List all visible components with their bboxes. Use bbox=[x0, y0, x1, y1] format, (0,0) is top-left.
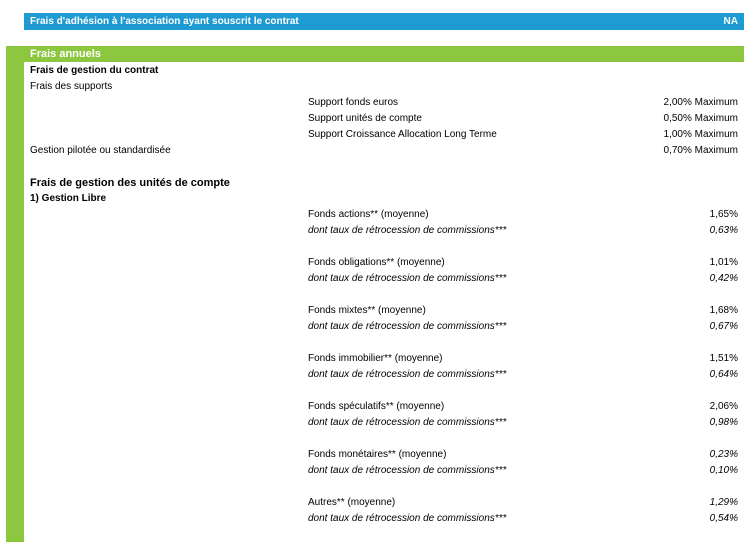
fund-value: 0,23% bbox=[709, 449, 738, 460]
managed-fee-value: 0,70% Maximum bbox=[663, 145, 738, 156]
uc-fees-heading: Frais de gestion des unités de compte bbox=[30, 177, 230, 189]
support-item-value: 2,00% Maximum bbox=[663, 97, 738, 108]
fund-retro-label: dont taux de rétrocession de commissions*** bbox=[308, 273, 507, 284]
supports-fees-label: Frais des supports bbox=[30, 81, 113, 92]
fund-value: 1,01% bbox=[709, 257, 738, 268]
fund-value: 1,65% bbox=[709, 209, 738, 220]
support-item-label: Support Croissance Allocation Long Terme bbox=[308, 129, 497, 140]
fund-retro-value: 0,42% bbox=[709, 273, 738, 284]
contract-fees-heading: Frais de gestion du contrat bbox=[30, 65, 159, 76]
fund-retro-label: dont taux de rétrocession de commissions*** bbox=[308, 513, 507, 524]
adhesion-fee-banner bbox=[24, 13, 744, 30]
fund-label: Fonds immobilier** (moyenne) bbox=[308, 353, 443, 364]
fund-retro-label: dont taux de rétrocession de commissions*** bbox=[308, 369, 507, 380]
fund-label: Autres** (moyenne) bbox=[308, 497, 396, 508]
fund-retro-value: 0,54% bbox=[709, 513, 738, 524]
support-item-value: 1,00% Maximum bbox=[663, 129, 738, 140]
fund-retro-label: dont taux de rétrocession de commissions*** bbox=[308, 225, 507, 236]
fund-value: 1,68% bbox=[709, 305, 738, 316]
support-item-label: Support unités de compte bbox=[308, 113, 422, 124]
support-item-value: 0,50% Maximum bbox=[663, 113, 738, 124]
fund-label: Fonds mixtes** (moyenne) bbox=[308, 305, 426, 316]
fund-retro-value: 0,67% bbox=[709, 321, 738, 332]
fund-retro-label: dont taux de rétrocession de commissions*** bbox=[308, 321, 507, 332]
fund-retro-value: 0,64% bbox=[709, 369, 738, 380]
adhesion-fee-value: NA bbox=[723, 16, 738, 27]
fund-value: 1,51% bbox=[709, 353, 738, 364]
section-side-bar bbox=[6, 46, 24, 542]
fund-retro-label: dont taux de rétrocession de commissions*** bbox=[308, 465, 507, 476]
fund-retro-value: 0,10% bbox=[709, 465, 738, 476]
free-management-heading: 1) Gestion Libre bbox=[30, 193, 107, 204]
fund-label: Fonds spéculatifs** (moyenne) bbox=[308, 401, 445, 412]
fund-retro-label: dont taux de rétrocession de commissions*** bbox=[308, 417, 507, 428]
fund-label: Fonds obligations** (moyenne) bbox=[308, 257, 445, 268]
support-item-label: Support fonds euros bbox=[308, 97, 399, 108]
adhesion-fee-label: Frais d'adhésion à l'association ayant souscrit le contrat bbox=[30, 16, 299, 27]
fund-retro-value: 0,63% bbox=[709, 225, 738, 236]
fund-label: Fonds monétaires** (moyenne) bbox=[308, 449, 447, 460]
fund-value: 1,29% bbox=[709, 497, 738, 508]
managed-fee-label: Gestion pilotée ou standardisée bbox=[30, 145, 171, 156]
fund-value: 2,06% bbox=[709, 401, 738, 412]
fund-retro-value: 0,98% bbox=[709, 417, 738, 428]
section-title: Frais annuels bbox=[24, 46, 744, 62]
fund-label: Fonds actions** (moyenne) bbox=[308, 209, 429, 220]
